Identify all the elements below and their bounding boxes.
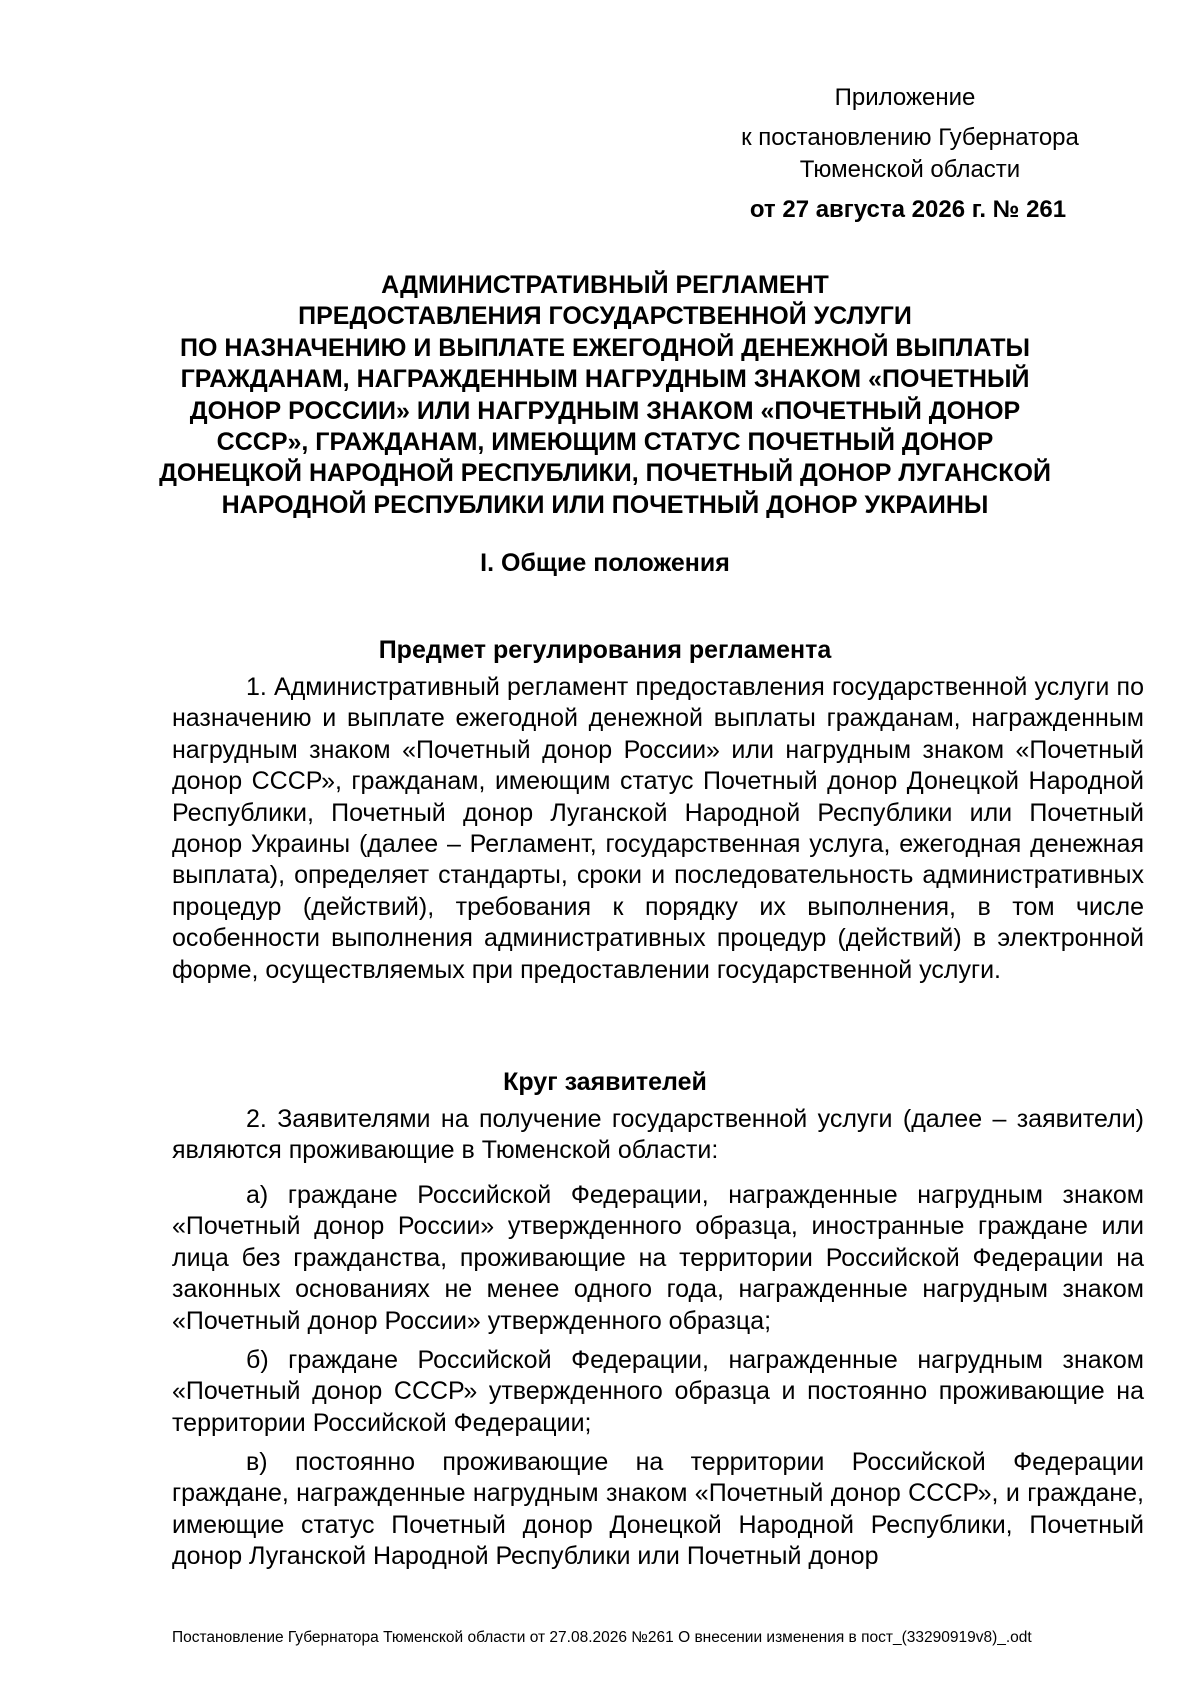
paragraph-2: 2. Заявителями на получение государственной услуги (далее – заявители) являются проживающие в Тюменской области: [172,1105,1144,1165]
title-line: ДОНОР РОССИИ» ИЛИ НАГРУДНЫМ ЗНАКОМ «ПОЧЕТНЫЙ ДОНОР [189,396,1021,425]
title-line: АДМИНИСТРАТИВНЫЙ РЕГЛАМЕНТ [381,271,829,299]
resolution-reference: к постановлению Губернатора [741,124,1079,151]
section-heading-subject: Предмет регулирования регламента [378,636,832,664]
resolution-date-number: от 27 августа 2026 г. № 261 [749,196,1067,223]
title-line: ПРЕДОСТАВЛЕНИЯ ГОСУДАРСТВЕННОЙ УСЛУГИ [298,302,912,331]
document-title [140,270,1070,521]
paragraph-1: 1. Административный регламент предоставления государственной услуги по назначению и выплате ежегодной денежной выплаты гражданам, награжденным нагрудным знаком «Почетный донор России» или нагрудным знаком «Почетный донор СССР», гражданам, имеющим статус Почетный донор Донецкой Народной Республики, Почетный донор Луганской Народной Республики или Почетный донор Украины (далее – Регламент, государственная услуга, ежегодная денежная выплата), определяет стандарты, сроки и последовательность административных процедур (действий), требования к порядку их выполнения, в том числе особенности выполнения административных процедур (действий) в электронной форме, осуществляемых при предоставлении государственной услуги. [172,673,1144,984]
appendix-header [700,82,1120,226]
paragraph-2c: в) постоянно проживающие на территории Российской Федерации граждане, награжденные нагрудным знаком «Почетный донор СССР», и граждане, имеющие статус Почетный донор Донецкой Народной Республики, Почетный донор Луганской Народной Республики или Почетный донор [172,1448,1144,1571]
title-line: СССР», ГРАЖДАНАМ, ИМЕЮЩИМ СТАТУС ПОЧЕТНЫЙ ДОНОР [216,428,994,457]
page-footer: Постановление Губернатора Тюменской области от 27.08.2026 №261 О внесении изменения в пост_(33290919v8)_.odt [172,1629,1032,1646]
paragraph-2b: б) граждане Российской Федерации, награжденные нагрудным знаком «Почетный донор СССР» утвержденного образца и постоянно проживающие на территории Российской Федерации; [172,1346,1144,1437]
appendix-label: Приложение [834,84,976,111]
title-line: ГРАЖДАНАМ, НАГРАЖДЕННЫМ НАГРУДНЫМ ЗНАКОМ «ПОЧЕТНЫЙ [180,365,1030,394]
title-line: ДОНЕЦКОЙ НАРОДНОЙ РЕСПУБЛИКИ, ПОЧЕТНЫЙ ДОНОР ЛУГАНСКОЙ [159,459,1051,488]
title-line: НАРОДНОЙ РЕСПУБЛИКИ ИЛИ ПОЧЕТНЫЙ ДОНОР УКРАИНЫ [221,490,989,519]
section-heading-general: I. Общие положения [480,549,730,577]
title-line: ПО НАЗНАЧЕНИЮ И ВЫПЛАТЕ ЕЖЕГОДНОЙ ДЕНЕЖНОЙ ВЫПЛАТЫ [180,333,1030,362]
paragraph-2a: а) граждане Российской Федерации, награжденные нагрудным знаком «Почетный донор России» утвержденного образца, иностранные граждане или лица без гражданства, проживающие на территории Российской Федерации на законных основаниях не менее одного года, награжденные нагрудным знаком «Почетный донор России» утвержденного образца; [172,1181,1144,1335]
section-heading-applicants: Круг заявителей [503,1068,707,1096]
region-name: Тюменской области [799,156,1021,183]
